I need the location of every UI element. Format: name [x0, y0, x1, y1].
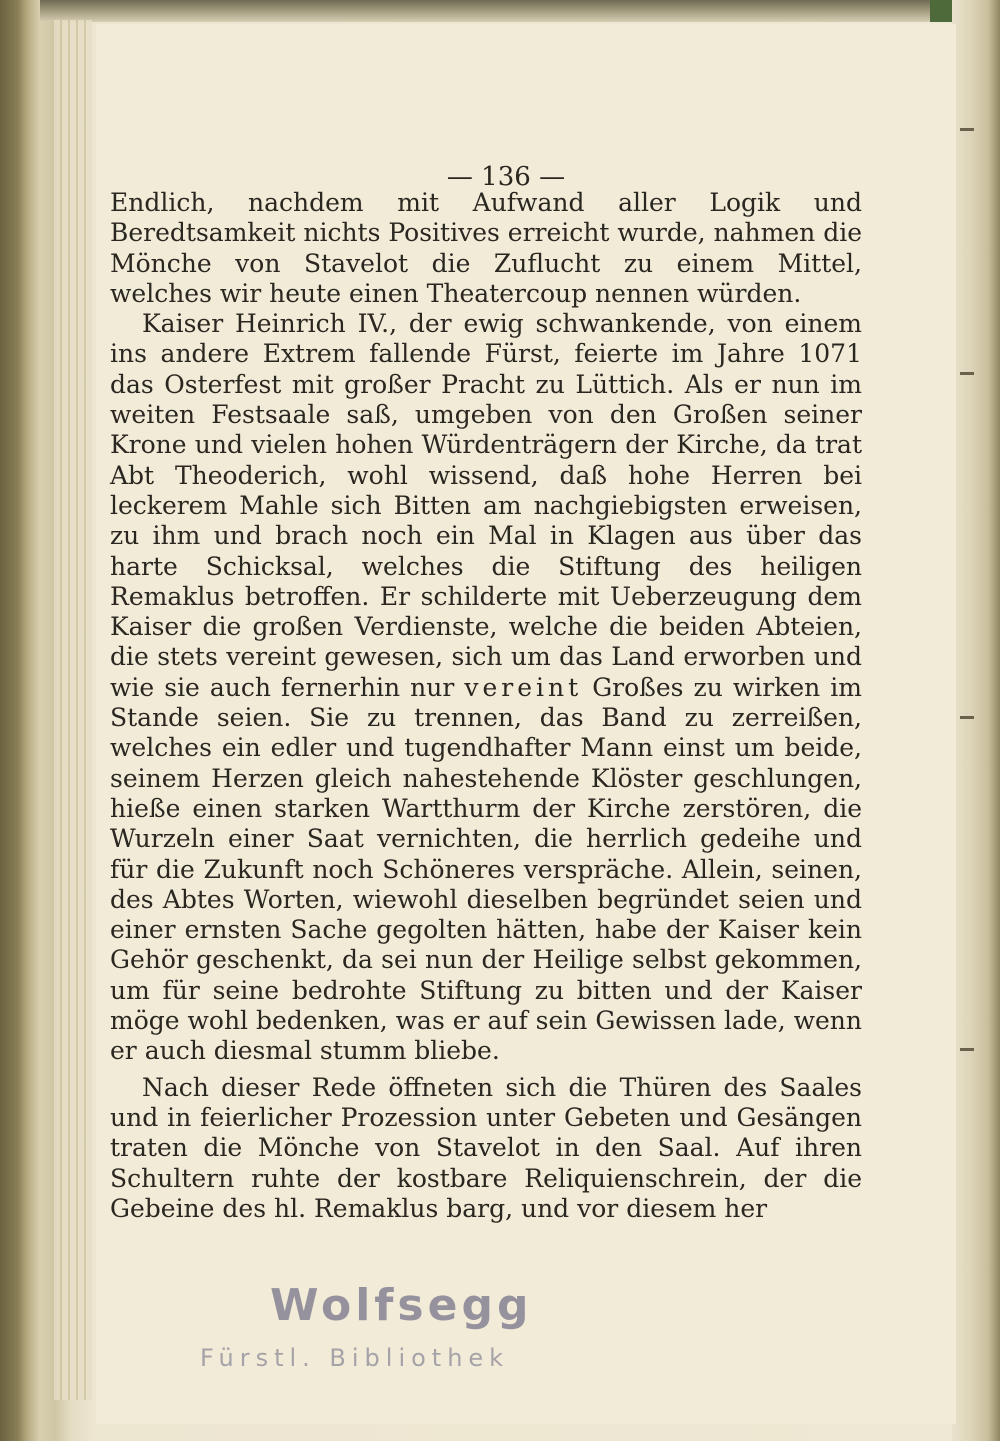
paragraph-text: Großes zu wirken im Stande seien. Sie zu trennen, das Band zu zerreißen, welches ein edler und tugendhafter Mann einst um beide, seinem Herzen gleich nahestehende Klöster geschlungen, hieße einen starken Wartthurm der Kirche zerstören, die Wurzeln einer Saat vernichten, die herrlich gedeihe und für die Zukunft noch Schöneres verspräche. Allein, seinen, des Abtes Worten, wiewohl dieselben begründet seien und einer ernsten Sache gegolten hätten, habe der Kaiser kein Gehör geschenkt, da sei nun der Heilige selbst gekommen, um für seine bedrohte Stiftung zu bitten und der Kaiser möge wohl bedenken, was er auf sein Gewissen lade, wenn er auch diesmal stumm bliebe.: [110, 672, 862, 1066]
stamp-text-line-2: Fürstl. Bibliothek: [200, 1344, 510, 1372]
paragraph-2: [110, 309, 862, 1066]
paragraph-text: Nach dieser Rede öffneten sich die Thüren des Saales und in feierlicher Prozession unter Gebeten und Gesängen traten die Mönche von Stavelot in den Saal. Auf ihren Schultern ruhte der kostbare Reliquienschrein, der die Gebeine des hl. Remaklus barg, und vor diesem her: [110, 1072, 862, 1223]
emphasized-word: vereint: [464, 672, 583, 702]
paragraph-text: Endlich, nachdem mit Aufwand aller Logik und Beredtsamkeit nichts Positives erreicht wurde, nahmen die Mönche von Stavelot die Zuflucht zu einem Mittel, welches wir heute einen Theatercoup nennen würden.: [110, 188, 862, 308]
page-number: — 136 —: [446, 162, 566, 192]
paragraph-text: Kaiser Heinrich IV., der ewig schwankende, von einem ins andere Extrem fallende Fürst, feierte im Jahre 1071 das Osterfest mit großer Pracht zu Lüttich. Als er nun im weiten Festsaale saß, umgeben von den Großen seiner Krone und vielen hohen Würdenträgern der Kirche, da trat Abt Theoderich, wohl wissend, daß hohe Herren bei leckerem Mahle sich Bitten am nachgiebigsten erweisen, zu ihm und brach noch ein Mal in Klagen aus über das harte Schicksal, welches die Stiftung des heiligen Remaklus betroffen. Er schilderte mit Ueberzeugung dem Kaiser die großen Verdienste, welche die beiden Abteien, die stets vereint gewesen, sich um das Land erworben und wie sie auch fernerhin nur: [110, 309, 862, 702]
book-top-edge: [40, 0, 1000, 22]
edge-mark: [960, 1048, 974, 1051]
edge-mark: [960, 128, 974, 131]
edge-mark: [960, 372, 974, 375]
page-stack-edges: [52, 20, 92, 1400]
library-stamp: [200, 1280, 660, 1400]
paragraph-1: [110, 188, 862, 309]
edge-mark: [960, 716, 974, 719]
body-text: [110, 188, 862, 1224]
stamp-text-line-1: Wolfsegg: [270, 1280, 533, 1331]
book-right-edge: [952, 0, 1000, 1441]
paragraph-3: [110, 1073, 862, 1224]
